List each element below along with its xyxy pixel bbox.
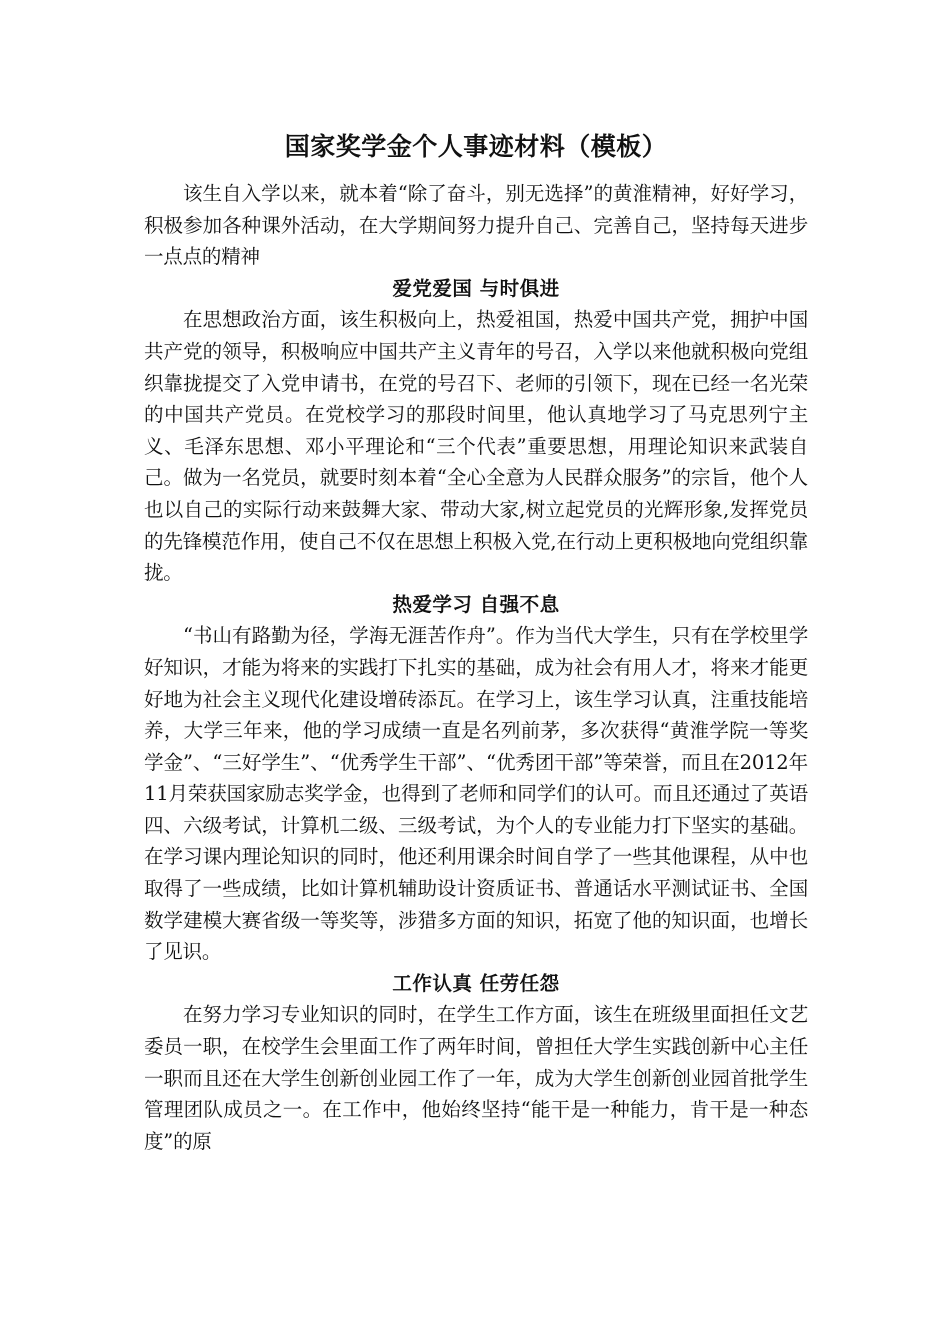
section-heading-work: 工作认真 任劳任怨 bbox=[392, 971, 560, 995]
section-body-patriotism: 在思想政治方面，该生积极向上，热爱祖国，热爱中国共产党，拥护中国共产党的领导，积极响应中国共产主义青年的号召，入学以来他就积极向党组织靠拢提交了入党申请书，在党的号召下、老师的引领下，现在已经一名光荣的中国共产党员。在党校学习的那段时间里，他认真地学习了马克思列宁主义、毛泽东思想、邓小平理论和“三个代表”重要思想，用理论知识来武装自己。做为一名党员，就要时刻本着“全心全意为人民群众服务”的宗旨，他个人也以自己的实际行动来鼓舞大家、带动大家,树立起党员的光辉形象,发挥党员的先锋模范作用，使自己不仅在思想上积极入党,在行动上更积极地向党组织靠拢。 bbox=[144, 308, 808, 585]
section-body-study: “书山有路勤为径，学海无涯苦作舟”。作为当代大学生，只有在学校里学好知识，才能为将来的实践打下扎实的基础，成为社会有用人才，将来才能更好地为社会主义现代化建设增砖添瓦。在学习上，该生学习认真，注重技能培养，大学三年来，他的学习成绩一直是名列前茅，多次获得“黄淮学院一等奖学金”、“三好学生”、“优秀学生干部”、“优秀团干部”等荣誉，而且在2012年11月荣获国家励志奖学金，也得到了老师和同学们的认可。而且还通过了英语四、六级考试，计算机二级、三级考试，为个人的专业能力打下坚实的基础。在学习课内理论知识的同时，他还利用课余时间自学了一些其他课程，从中也取得了一些成绩，比如计算机辅助设计资质证书、普通话水平测试证书、全国数学建模大赛省级一等奖等，涉猎多方面的知识，拓宽了他的知识面，也增长了见识。 bbox=[144, 624, 808, 964]
document-page bbox=[144, 128, 808, 1157]
intro-paragraph: 该生自入学以来，就本着“除了奋斗，别无选择”的黄淮精神，好好学习，积极参加各种课外活动，在大学期间努力提升自己、完善自己，坚持每天进步一点点的精神 bbox=[144, 182, 808, 269]
document-title: 国家奖学金个人事迹材料（模板） bbox=[284, 132, 668, 161]
section-heading-study: 热爱学习 自强不息 bbox=[392, 592, 560, 616]
section-body-work: 在努力学习专业知识的同时，在学生工作方面，该生在班级里面担任文艺委员一职，在校学生会里面工作了两年时间，曾担任大学生实践创新中心主任一职而且还在大学生创新创业园工作了一年，成为大学生创新创业园首批学生管理团队成员之一。在工作中，他始终坚持“能干是一种能力，肯干是一种态度”的原 bbox=[144, 1003, 808, 1153]
section-heading-patriotism: 爱党爱国 与时俱进 bbox=[392, 276, 560, 300]
